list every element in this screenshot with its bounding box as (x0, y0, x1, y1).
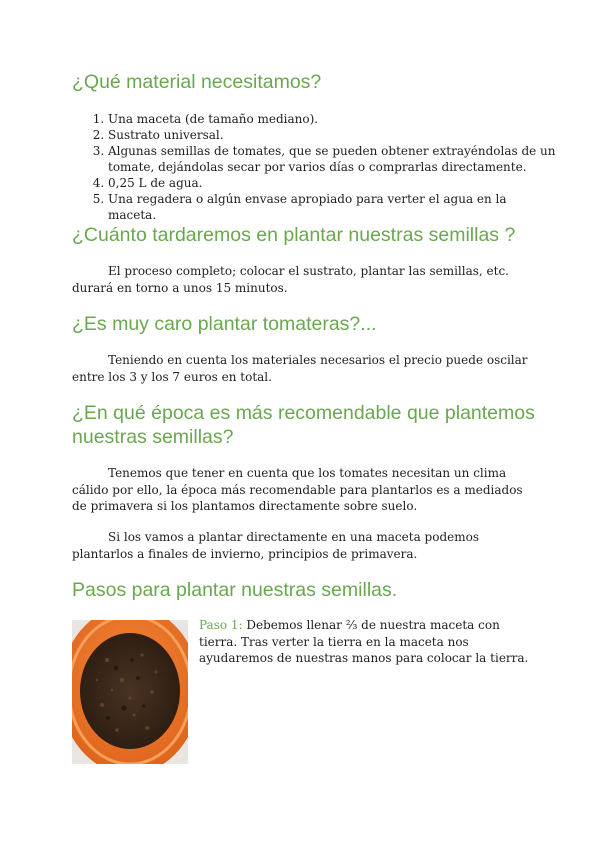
list-item: 2. Sustrato universal. (108, 127, 558, 143)
paragraph-season-2: Si los vamos a plantar directamente en una maceta podemos plantarlos a finales de invierno, principios de primavera. (72, 530, 479, 561)
heading-cost: ¿Es muy caro plantar tomateras?... (72, 313, 377, 335)
paragraph-cost: Teniendo en cuenta los materiales necesarios el precio puede oscilar entre los 3 y los 7 euros en total. (72, 353, 528, 384)
heading-time: ¿Cuánto tardaremos en plantar nuestras semillas ? (72, 224, 516, 246)
heading-steps: Pasos para plantar nuestras semillas. (72, 579, 398, 601)
heading-season-line2: nuestras semillas? (72, 426, 234, 448)
step-1-text (199, 617, 534, 667)
heading-materials: ¿Qué material necesitamos? (72, 71, 322, 93)
heading-season-line1: ¿En qué época es más recomendable que plantemos (72, 402, 535, 424)
paragraph-season-1: Tenemos que tener en cuenta que los tomates necesitan un clima cálido por ello, la época más recomendable para plantarlos es a mediados de primavera si los plantamos directamente sobre suelo. (72, 466, 523, 513)
list-item: 3. Algunas semillas de tomates, que se pueden obtener extrayéndolas de un tomate, dejándolas secar por varios días o comprarlas directamente. (108, 143, 558, 175)
list-item: 5. Una regadera o algún envase apropiado para verter el agua en la maceta. (108, 191, 558, 223)
heading-season (72, 401, 535, 449)
materials-list (72, 111, 558, 223)
list-item: 4. 0,25 L de agua. (108, 175, 558, 191)
soil-pot-photo (72, 620, 188, 764)
step-1-body: Debemos llenar ⅔ de nuestra maceta con tierra. Tras verter la tierra en la maceta nos ayudaremos de nuestras manos para colocar la tierra. (199, 618, 529, 665)
step-1-label: Paso 1: (199, 618, 243, 632)
paragraph-time: El proceso completo; colocar el sustrato, plantar las semillas, etc. durará en torno a unos 15 minutos. (72, 264, 509, 295)
list-item: 1. Una maceta (de tamaño mediano). (108, 111, 558, 127)
